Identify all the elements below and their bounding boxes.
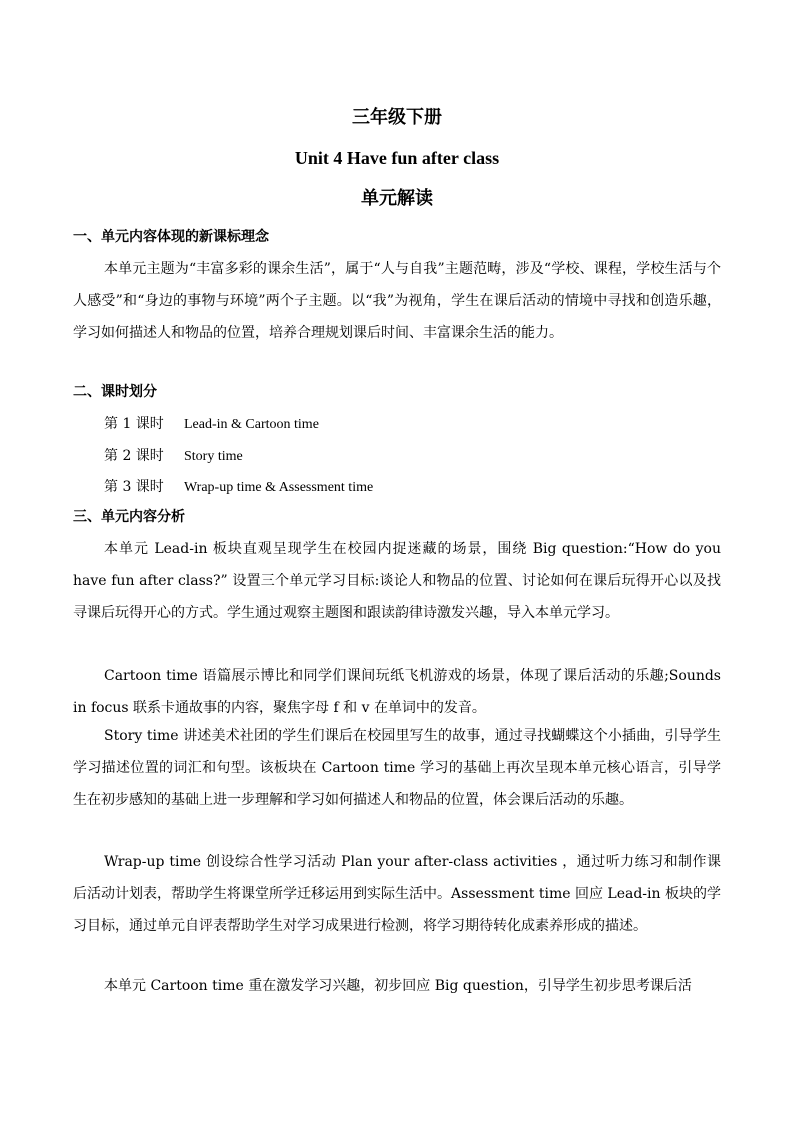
section-3-paragraph: Story time 讲述美术社团的学生们课后在校园里写生的故事，通过寻找蝴蝶这个小插曲，引导学生学习描述位置的词汇和句型。该板块在 Cartoon time 学习的基础上再次呈现本单元核心语言，引导学生在初步感知的基础上进一步理解和学习如何描述人和物品的位置，体会课后活动的乐趣。 xyxy=(73,728,721,808)
section-3-paragraph: 本单元 Cartoon time 重在激发学习兴趣，初步回应 Big question，引导学生初步思考课后活 xyxy=(104,978,692,994)
section-2-heading: 二、课时划分 xyxy=(73,384,157,400)
page-title-cn: 三年级下册 xyxy=(352,107,442,128)
section-1-body: 本单元主题为“丰富多彩的课余生活”，属于“人与自我”主题范畴，涉及“学校、课程，学校生活与个人感受”和“身边的事物与环境”两个子主题。以“我”为视角，学生在课后活动的情境中寻找和创造乐趣，学习如何描述人和物品的位置，培养合理规划课后时间、丰富课余生活的能力。 xyxy=(73,261,721,341)
lesson-label: 第 1 课时 xyxy=(104,416,164,432)
page-subtitle: 单元解读 xyxy=(361,188,433,209)
section-3-paragraph: 本单元 Lead-in 板块直观呈现学生在校园内捉迷藏的场景，围绕 Big question:“How do you have fun after class?” 设置三个单元学习目标:谈论人和物品的位置、讨论如何在课后玩得开心以及找寻课后玩得开心的方式。学生通过观察主题图和跟读韵律诗激发兴趣，导入本单元学习。 xyxy=(73,541,721,621)
lesson-content: Story time xyxy=(184,449,243,464)
lesson-label: 第 3 课时 xyxy=(104,479,164,495)
section-1-heading: 一、单元内容体现的新课标理念 xyxy=(73,229,269,245)
section-3-paragraph: Wrap-up time 创设综合性学习活动 Plan your after-class activities ，通过听力练习和制作课后活动计划表，帮助学生将课堂所学迁移运用到实际生活中。Assessment time 回应 Lead-in 板块的学习目标，通过单元自评表帮助学生对学习成果进行检测，将学习期待转化成素养形成的描述。 xyxy=(73,854,721,934)
lesson-row-1 xyxy=(104,414,319,435)
lesson-content: Wrap-up time & Assessment time xyxy=(184,480,374,495)
section-3-heading: 三、单元内容分析 xyxy=(73,509,185,525)
section-3-paragraph: Cartoon time 语篇展示博比和同学们课间玩纸飞机游戏的场景，体现了课后活动的乐趣;Sounds in focus 联系卡通故事的内容，聚焦字母 f 和 v 在单词中的发音。 xyxy=(73,668,721,716)
lesson-content: Lead-in & Cartoon time xyxy=(184,417,319,432)
lesson-row-3 xyxy=(104,477,373,498)
lesson-row-2 xyxy=(104,446,243,467)
page-title-en: Unit 4 Have fun after class xyxy=(294,148,500,168)
lesson-label: 第 2 课时 xyxy=(104,448,164,464)
